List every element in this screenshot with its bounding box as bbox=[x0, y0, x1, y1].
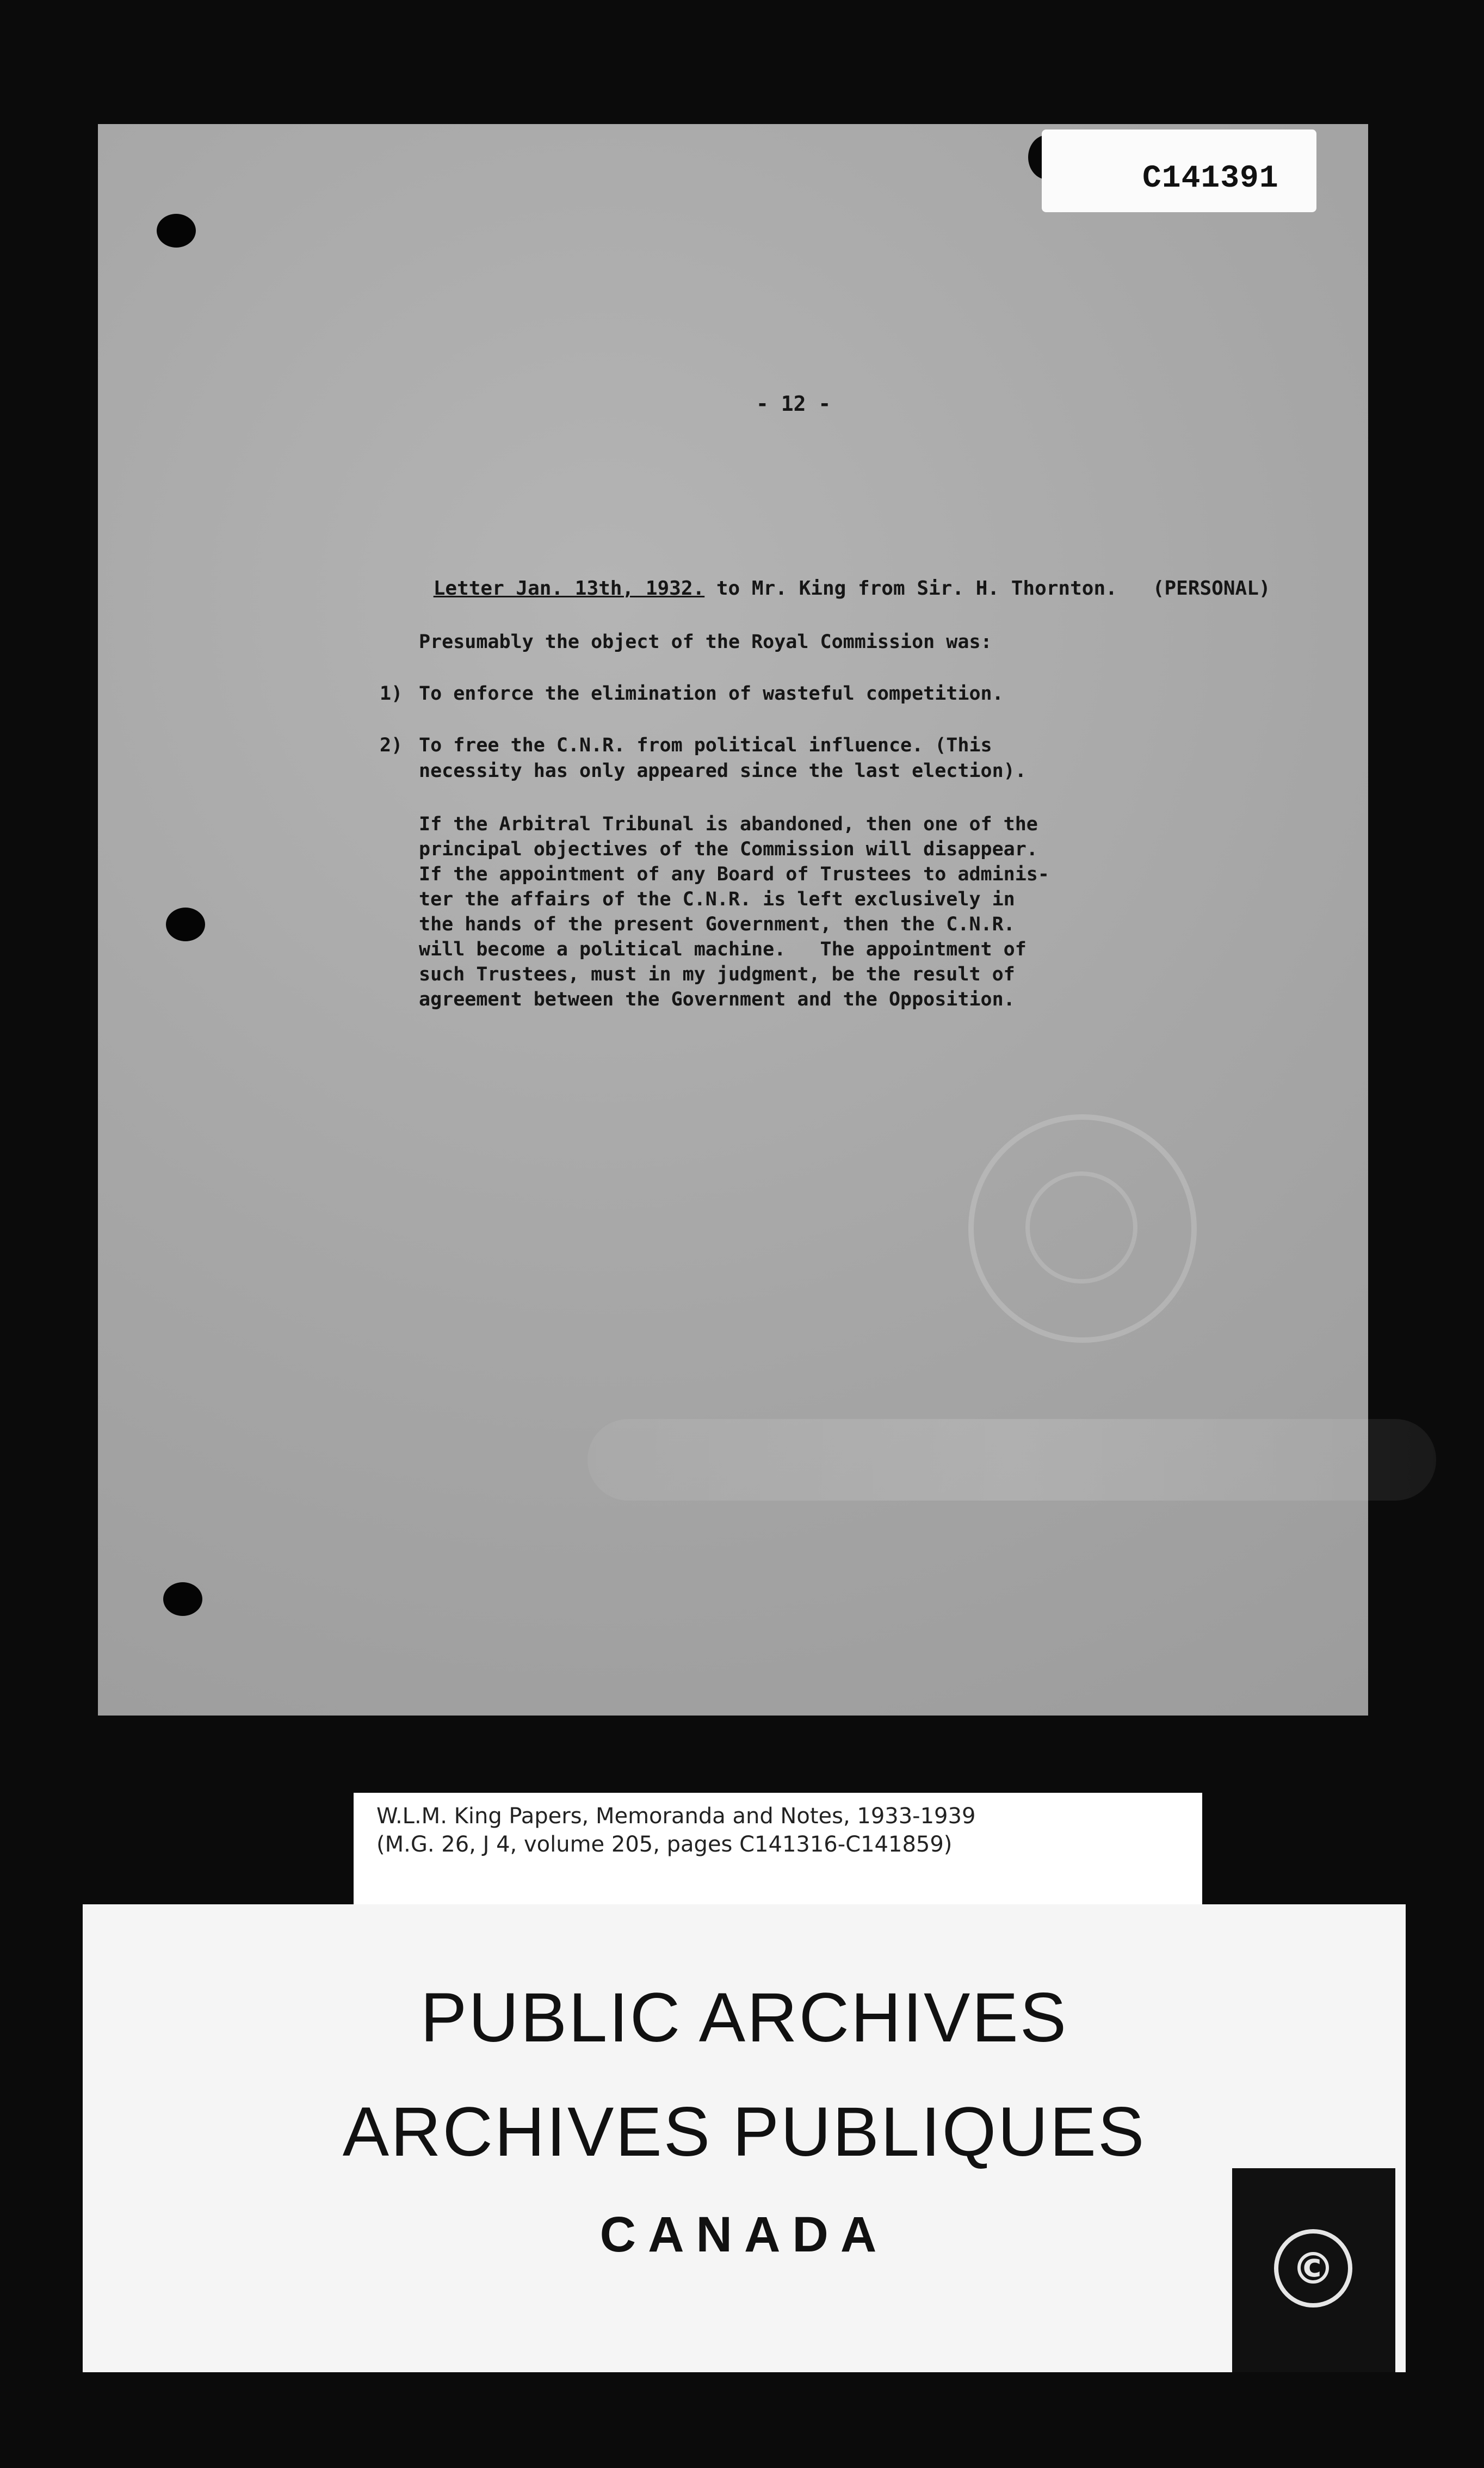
paragraph-line: the hands of the present Government, then the C.N.R. bbox=[419, 914, 1015, 935]
intro-line: Presumably the object of the Royal Commission was: bbox=[419, 631, 992, 653]
archives-card bbox=[83, 1904, 1406, 2372]
paragraph-line: will become a political machine. The appointment of bbox=[419, 939, 1027, 960]
document-page bbox=[98, 124, 1368, 1716]
collection-reference-label bbox=[354, 1793, 1202, 1907]
paragraph-line: If the Arbitral Tribunal is abandoned, then one of the bbox=[419, 813, 1038, 835]
item-1-text: To enforce the elimination of wasteful competition. bbox=[419, 683, 1004, 705]
letter-heading-rest: to Mr. King from Sir. H. Thornton. (PERSONAL) bbox=[704, 577, 1271, 600]
archives-title-french: ARCHIVES PUBLIQUES bbox=[342, 2093, 1146, 2171]
collection-reference-line-2: (M.G. 26, J 4, volume 205, pages C141316-C141859) bbox=[376, 1832, 953, 1857]
paragraph-line: agreement between the Government and the Opposition. bbox=[419, 989, 1015, 1010]
archive-stamp-watermark bbox=[968, 1114, 1197, 1343]
bleed-through-signature bbox=[588, 1419, 1436, 1501]
punch-hole-top bbox=[157, 214, 196, 248]
punch-hole-middle bbox=[166, 908, 205, 941]
punch-hole-bottom bbox=[163, 1582, 202, 1616]
reference-number: C141391 bbox=[1142, 161, 1279, 196]
archives-canada-logo-icon: © bbox=[1274, 2229, 1352, 2307]
letter-date: Letter Jan. 13th, 1932. bbox=[433, 577, 705, 600]
paragraph-line: If the appointment of any Board of Trustees to adminis- bbox=[419, 863, 1049, 885]
archives-title-english: PUBLIC ARCHIVES bbox=[420, 1979, 1068, 2057]
item-2-number: 2) bbox=[380, 735, 403, 756]
item-2-text-line-2: necessity has only appeared since the last election). bbox=[419, 760, 1027, 782]
collection-reference-line-1: W.L.M. King Papers, Memoranda and Notes, 1933-1939 bbox=[376, 1804, 976, 1829]
paragraph-line: principal objectives of the Commission will disappear. bbox=[419, 838, 1038, 860]
item-1-number: 1) bbox=[380, 683, 403, 705]
paragraph-line: such Trustees, must in my judgment, be the result of bbox=[419, 964, 1015, 985]
letter-heading bbox=[386, 559, 1271, 618]
page-number: - 12 - bbox=[756, 392, 831, 416]
item-2-text-line-1: To free the C.N.R. from political influence. (This bbox=[419, 735, 992, 756]
paragraph-line: ter the affairs of the C.N.R. is left exclusively in bbox=[419, 889, 1015, 910]
archives-logo-box bbox=[1232, 2168, 1395, 2372]
archives-country: CANADA bbox=[599, 2207, 889, 2262]
